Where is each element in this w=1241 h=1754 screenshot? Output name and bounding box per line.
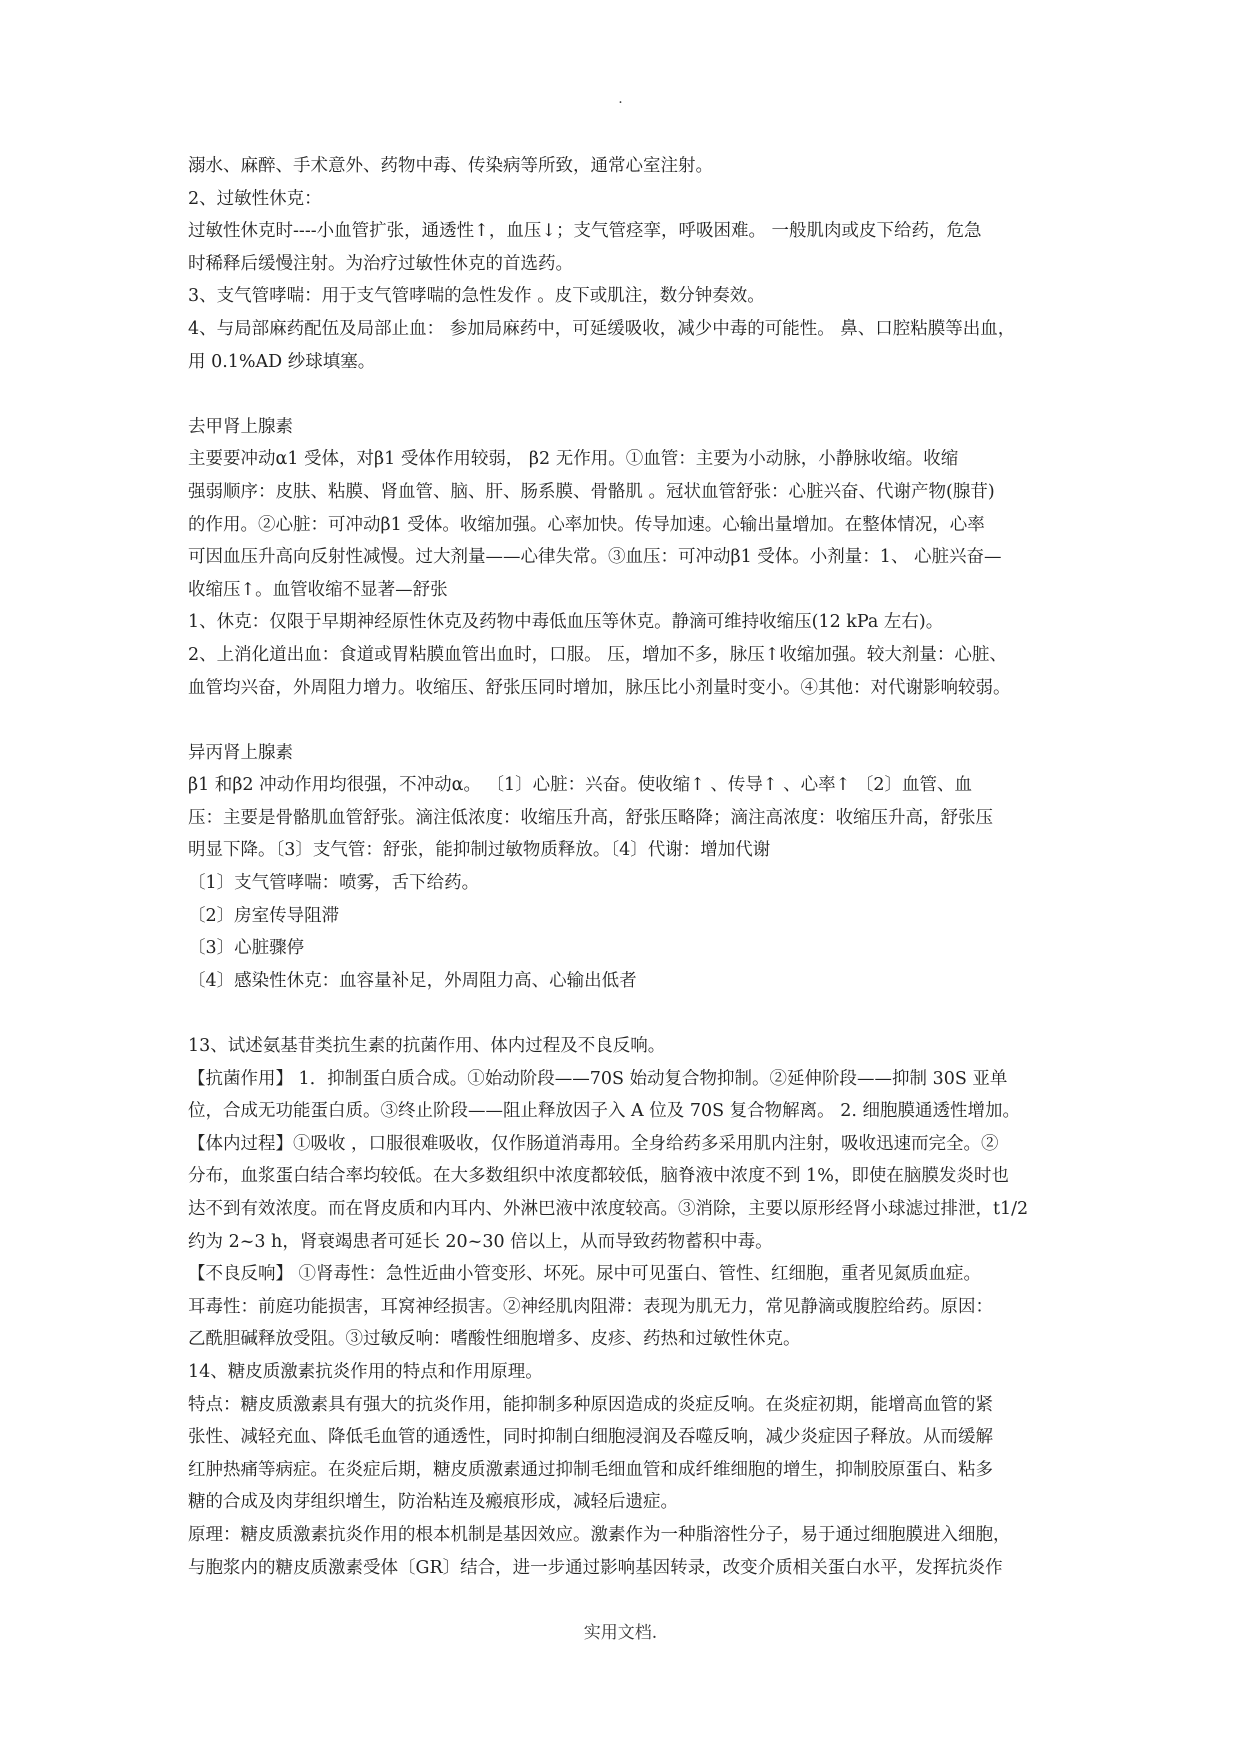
text-line: 糖的合成及肉芽组织增生，防治粘连及瘢痕形成，减轻后遗症。 (188, 1492, 678, 1513)
text-line: 强弱顺序：皮肤、粘膜、肾血管、脑、肝、肠系膜、骨骼肌 。冠状血管舒张：心脏兴奋、代谢产物(腺苷) (188, 481, 995, 502)
text-line: 1、休克：仅限于早期神经原性休克及药物中毒低血压等休克。静滴可维持收缩压(12 kPa 左右)。 (188, 612, 944, 633)
text-line: 〔4〕感染性休克：血容量补足，外周阻力高、心输出低者 (188, 970, 637, 991)
text-line: 主要要冲动α1 受体，对β1 受体作用较弱， β2 无作用。①血管：主要为小动脉，小静脉收缩。收缩 (188, 449, 959, 470)
text-line: 收缩压↑。血管收缩不显著—舒张 (188, 579, 448, 600)
text-line: 〔2〕房室传导阻滞 (188, 905, 340, 926)
text-line: β1 和β2 冲动作用均很强，不冲动α。 〔1〕心脏：兴奋。使收缩↑ 、传导↑ 、心率↑ 〔2〕血管、血 (188, 775, 972, 796)
blank-line (188, 378, 1056, 411)
text-line: 与胞浆内的糖皮质激素受体〔GR〕结合，进一步通过影响基因转录，改变介质相关蛋白水平，发挥抗炎作 (188, 1557, 1003, 1578)
text-line: 溺水、麻醉、手术意外、药物中毒、传染病等所致，通常心室注射。 (188, 156, 713, 176)
text-line: 耳毒性：前庭功能损害，耳窝神经损害。②神经肌肉阻滞：表现为肌无力，常见静滴或腹腔给药。原因： (188, 1296, 993, 1317)
text-line: 时稀释后缓慢注射。为治疗过敏性休克的首选药。 (188, 253, 573, 274)
text-line: 压：主要是骨骼肌血管舒张。滴注低浓度：收缩压升高，舒张压略降；滴注高浓度：收缩压升高，舒张压 (188, 807, 993, 828)
text-line: 红肿热痛等病症。在炎症后期，糖皮质激素通过抑制毛细血管和成纤维细胞的增生，抑制胶原蛋白、粘多 (188, 1459, 993, 1480)
blank-line (188, 997, 1056, 1030)
page-footer: 实用文档. (583, 1623, 658, 1643)
text-line: 约为 2~3 h，肾衰竭患者可延长 20~30 倍以上，从而导致药物蓄积中毒。 (188, 1231, 773, 1252)
header-mark: . (618, 91, 623, 107)
text-line: 过敏性休克时----小血管扩张，通透性↑，血压↓；支气管痉挛，呼吸困难。 一般肌肉或皮下给药，危急 (188, 221, 982, 242)
text-line: 位，合成无功能蛋白质。③终止阶段——阻止释放因子入 A 位及 70S 复合物解离。 2. 细胞膜通透性增加。 (188, 1101, 1020, 1122)
text-line: 〔3〕心脏骤停 (188, 938, 305, 959)
text-line: 乙酰胆碱释放受阻。③过敏反响：嗜酸性细胞增多、皮疹、药热和过敏性休克。 (188, 1329, 801, 1350)
text-line: 2、过敏性休克： (188, 188, 322, 209)
text-line: 特点：糖皮质激素具有强大的抗炎作用，能抑制多种原因造成的炎症反响。在炎症初期，能增高血管的紧 (188, 1394, 993, 1415)
text-line: 用 0.1%AD 纱球填塞。 (188, 351, 376, 372)
text-line: 可因血压升高向反射性减慢。过大剂量——心律失常。③血压：可冲动β1 受体。小剂量：1、 心脏兴奋— (188, 547, 1002, 568)
text-line: 〔1〕支气管哮喘：喷雾，舌下给药。 (188, 873, 480, 894)
blank-line (188, 704, 1056, 737)
text-line: 血管均兴奋，外周阻力增力。收缩压、舒张压同时增加，脉压比小剂量时变小。④其他：对代谢影响较弱。 (188, 677, 1011, 698)
text-line: 13、试述氨基苷类抗生素的抗菌作用、体内过程及不良反响。 (188, 1036, 666, 1057)
text-line: 【抗菌作用】 1．抑制蛋白质合成。①始动阶段——70S 始动复合物抑制。②延伸阶段——抑制 30S 亚单 (188, 1068, 1008, 1089)
text-line: 原理：糖皮质激素抗炎作用的根本机制是基因效应。激素作为一种脂溶性分子，易于通过细胞膜进入细胞， (188, 1524, 1011, 1545)
text-line: 异丙肾上腺素 (188, 742, 293, 763)
text-line: 达不到有效浓度。而在肾皮质和内耳内、外淋巴液中浓度较高。③消除，主要以原形经肾小球滤过排泄，t1/2 (188, 1199, 1029, 1219)
text-line: 4、与局部麻药配伍及局部止血： 参加局麻药中，可延缓吸收，减少中毒的可能性。 鼻、口腔粘膜等出血， (188, 318, 1016, 339)
text-line: 【不良反响】 ①肾毒性：急性近曲小管变形、坏死。尿中可见蛋白、管性、红细胞，重者见氮质血症。 (188, 1264, 982, 1285)
text-line: 的作用。②心脏：可冲动β1 受体。收缩加强。心率加快。传导加速。心输出量增加。在整体情况，心率 (188, 514, 985, 535)
text-line: 【体内过程】①吸收 ，口服很难吸收，仅作肠道消毒用。全身给药多采用肌内注射，吸收迅速而完全。② (188, 1133, 999, 1154)
text-line: 张性、减轻充血、降低毛血管的通透性，同时抑制白细胞浸润及吞噬反响，减少炎症因子释放。从而缓解 (188, 1427, 993, 1448)
text-line: 3、支气管哮喘：用于支气管哮喘的急性发作 。皮下或肌注，数分钟奏效。 (188, 286, 765, 307)
text-line: 分布，血浆蛋白结合率均较低。在大多数组织中浓度都较低，脑脊液中浓度不到 1%，即使在脑膜发炎时也 (188, 1166, 1009, 1187)
text-line: 去甲肾上腺素 (188, 416, 293, 437)
text-line: 明显下降。〔3〕支气管：舒张，能抑制过敏物质释放。〔4〕代谢：增加代谢 (188, 840, 771, 861)
text-line: 2、上消化道出血：食道或胃粘膜血管出血时，口服。 压，增加不多，脉压↑收缩加强。较大剂量：心脏、 (188, 644, 1007, 665)
text-line: 14、糖皮质激素抗炎作用的特点和作用原理。 (188, 1361, 543, 1382)
document-body (188, 150, 1056, 1584)
